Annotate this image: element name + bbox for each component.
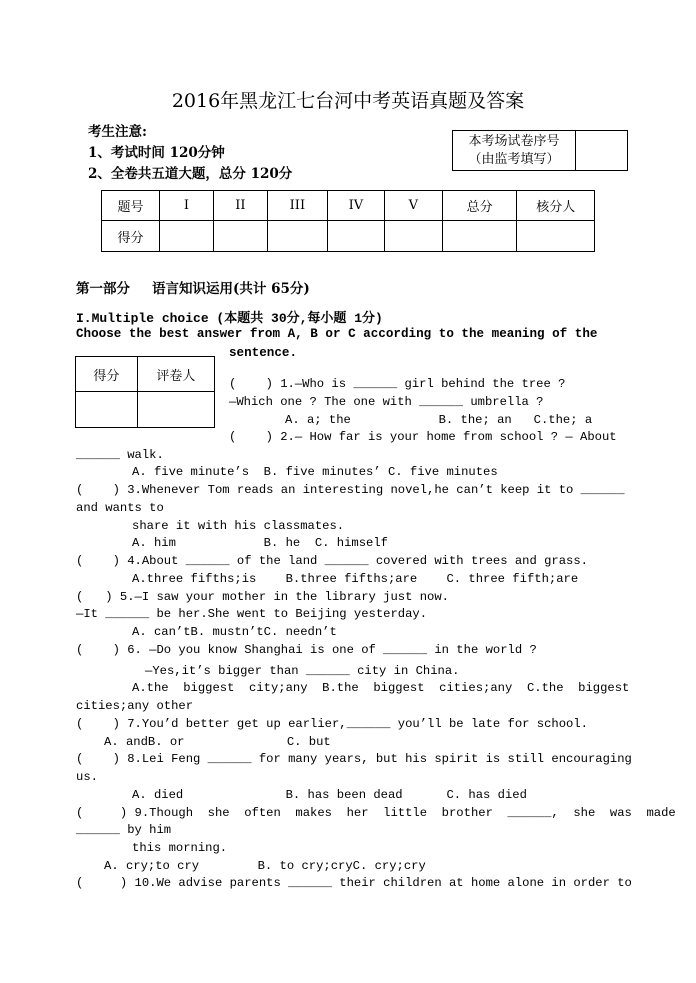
score-cell[interactable]: [442, 221, 517, 252]
question-line: ( ) 4.About ______ of the land ______ covered with trees and grass.: [76, 554, 588, 568]
question-line: ______ by him: [76, 823, 172, 837]
question-line: ( ) 10.We advise parents ______ their children at home alone in order to: [76, 876, 632, 890]
question-line: ( ) 1.—Who is ______ girl behind the tree ?: [229, 377, 566, 391]
question-line: ( ) 2.— How far is your home from school ? — About: [229, 430, 617, 444]
part-label: 第一部分: [76, 281, 130, 297]
score-header: V: [384, 191, 442, 221]
score-header: 核分人: [517, 191, 595, 221]
score-header: 题号: [102, 191, 160, 221]
seat-box-label: [453, 131, 576, 171]
section-heading: I.Multiple choice (本题共 30分,每小题 1分): [76, 311, 383, 326]
score-header: I: [159, 191, 213, 221]
page-title: 2016年黑龙江七台河中考英语真题及答案: [171, 90, 525, 112]
question-line: us.: [76, 770, 98, 784]
seat-box-value[interactable]: [576, 131, 628, 171]
question-line: A. him B. he C. himself: [132, 536, 388, 550]
question-line: A. andB. or C. but: [104, 735, 331, 749]
question-line: share it with his classmates.: [132, 519, 345, 533]
score-header: 总分: [442, 191, 517, 221]
grader-box: [75, 356, 215, 428]
part-title: 语言知识运用(共计 65分): [152, 281, 310, 297]
score-table: [101, 190, 595, 252]
score-header: IV: [327, 191, 384, 221]
score-row-label: 得分: [102, 221, 160, 252]
score-cell[interactable]: [213, 221, 267, 252]
question-line: A.the biggest city;any B.the biggest cities;any C.the biggest: [132, 681, 630, 695]
question-line: A. can’tB. mustn’tC. needn’t: [132, 625, 337, 639]
grader-name-label: 评卷人: [137, 357, 214, 392]
seat-box-line-1: 本考场试卷序号: [468, 133, 560, 149]
score-header: III: [267, 191, 327, 221]
section-instruction-cont: sentence.: [229, 346, 298, 360]
notice-heading: 考生注意:: [88, 124, 147, 140]
question-line: A.three fifths;is B.three fifths;are C. three fifth;are: [132, 572, 579, 586]
question-line: and wants to: [76, 501, 164, 515]
question-line: —Yes,it’s bigger than ______ city in China.: [145, 664, 460, 678]
question-line: A. a; the B. the; an C.the; a: [285, 413, 593, 427]
seat-box-line-2: （由监考填写）: [468, 151, 560, 167]
seat-number-box: [452, 130, 628, 171]
question-line: this morning.: [132, 841, 228, 855]
score-cell[interactable]: [384, 221, 442, 252]
grader-score-cell[interactable]: [76, 392, 138, 428]
question-line: A. five minute’s B. five minutes’ C. five minutes: [132, 465, 498, 479]
score-cell[interactable]: [327, 221, 384, 252]
question-line: cities;any other: [76, 699, 194, 713]
question-line: A. died B. has been dead C. has died: [132, 788, 527, 802]
grader-score-label: 得分: [76, 357, 138, 392]
question-line: ( ) 5.—I saw your mother in the library just now.: [76, 590, 449, 604]
score-cell[interactable]: [517, 221, 595, 252]
question-line: A. cry;to cry B. to cry;cryC. cry;cry: [104, 859, 426, 873]
score-cell[interactable]: [267, 221, 327, 252]
grader-name-cell[interactable]: [137, 392, 214, 428]
question-line: ( ) 9.Though she often makes her little brother ______, she was made: [76, 806, 676, 820]
score-header: II: [213, 191, 267, 221]
notice-item-1: 1、考试时间 120分钟: [88, 145, 225, 161]
question-line: —It ______ be her.She went to Beijing yesterday.: [76, 607, 428, 621]
score-cell[interactable]: [159, 221, 213, 252]
question-line: ______ walk.: [76, 448, 164, 462]
question-line: —Which one ? The one with ______ umbrella ?: [229, 395, 544, 409]
section-instruction: Choose the best answer from A, B or C according to the meaning of the: [76, 327, 598, 341]
notice-item-2: 2、全卷共五道大题，总分 120分: [88, 166, 293, 182]
question-line: ( ) 6. —Do you know Shanghai is one of ______ in the world ?: [76, 643, 537, 657]
question-line: ( ) 8.Lei Feng ______ for many years, but his spirit is still encouraging: [76, 752, 632, 766]
question-line: ( ) 7.You’d better get up earlier,______ you’ll be late for school.: [76, 717, 588, 731]
question-line: ( ) 3.Whenever Tom reads an interesting novel,he can’t keep it to ______: [76, 483, 625, 497]
